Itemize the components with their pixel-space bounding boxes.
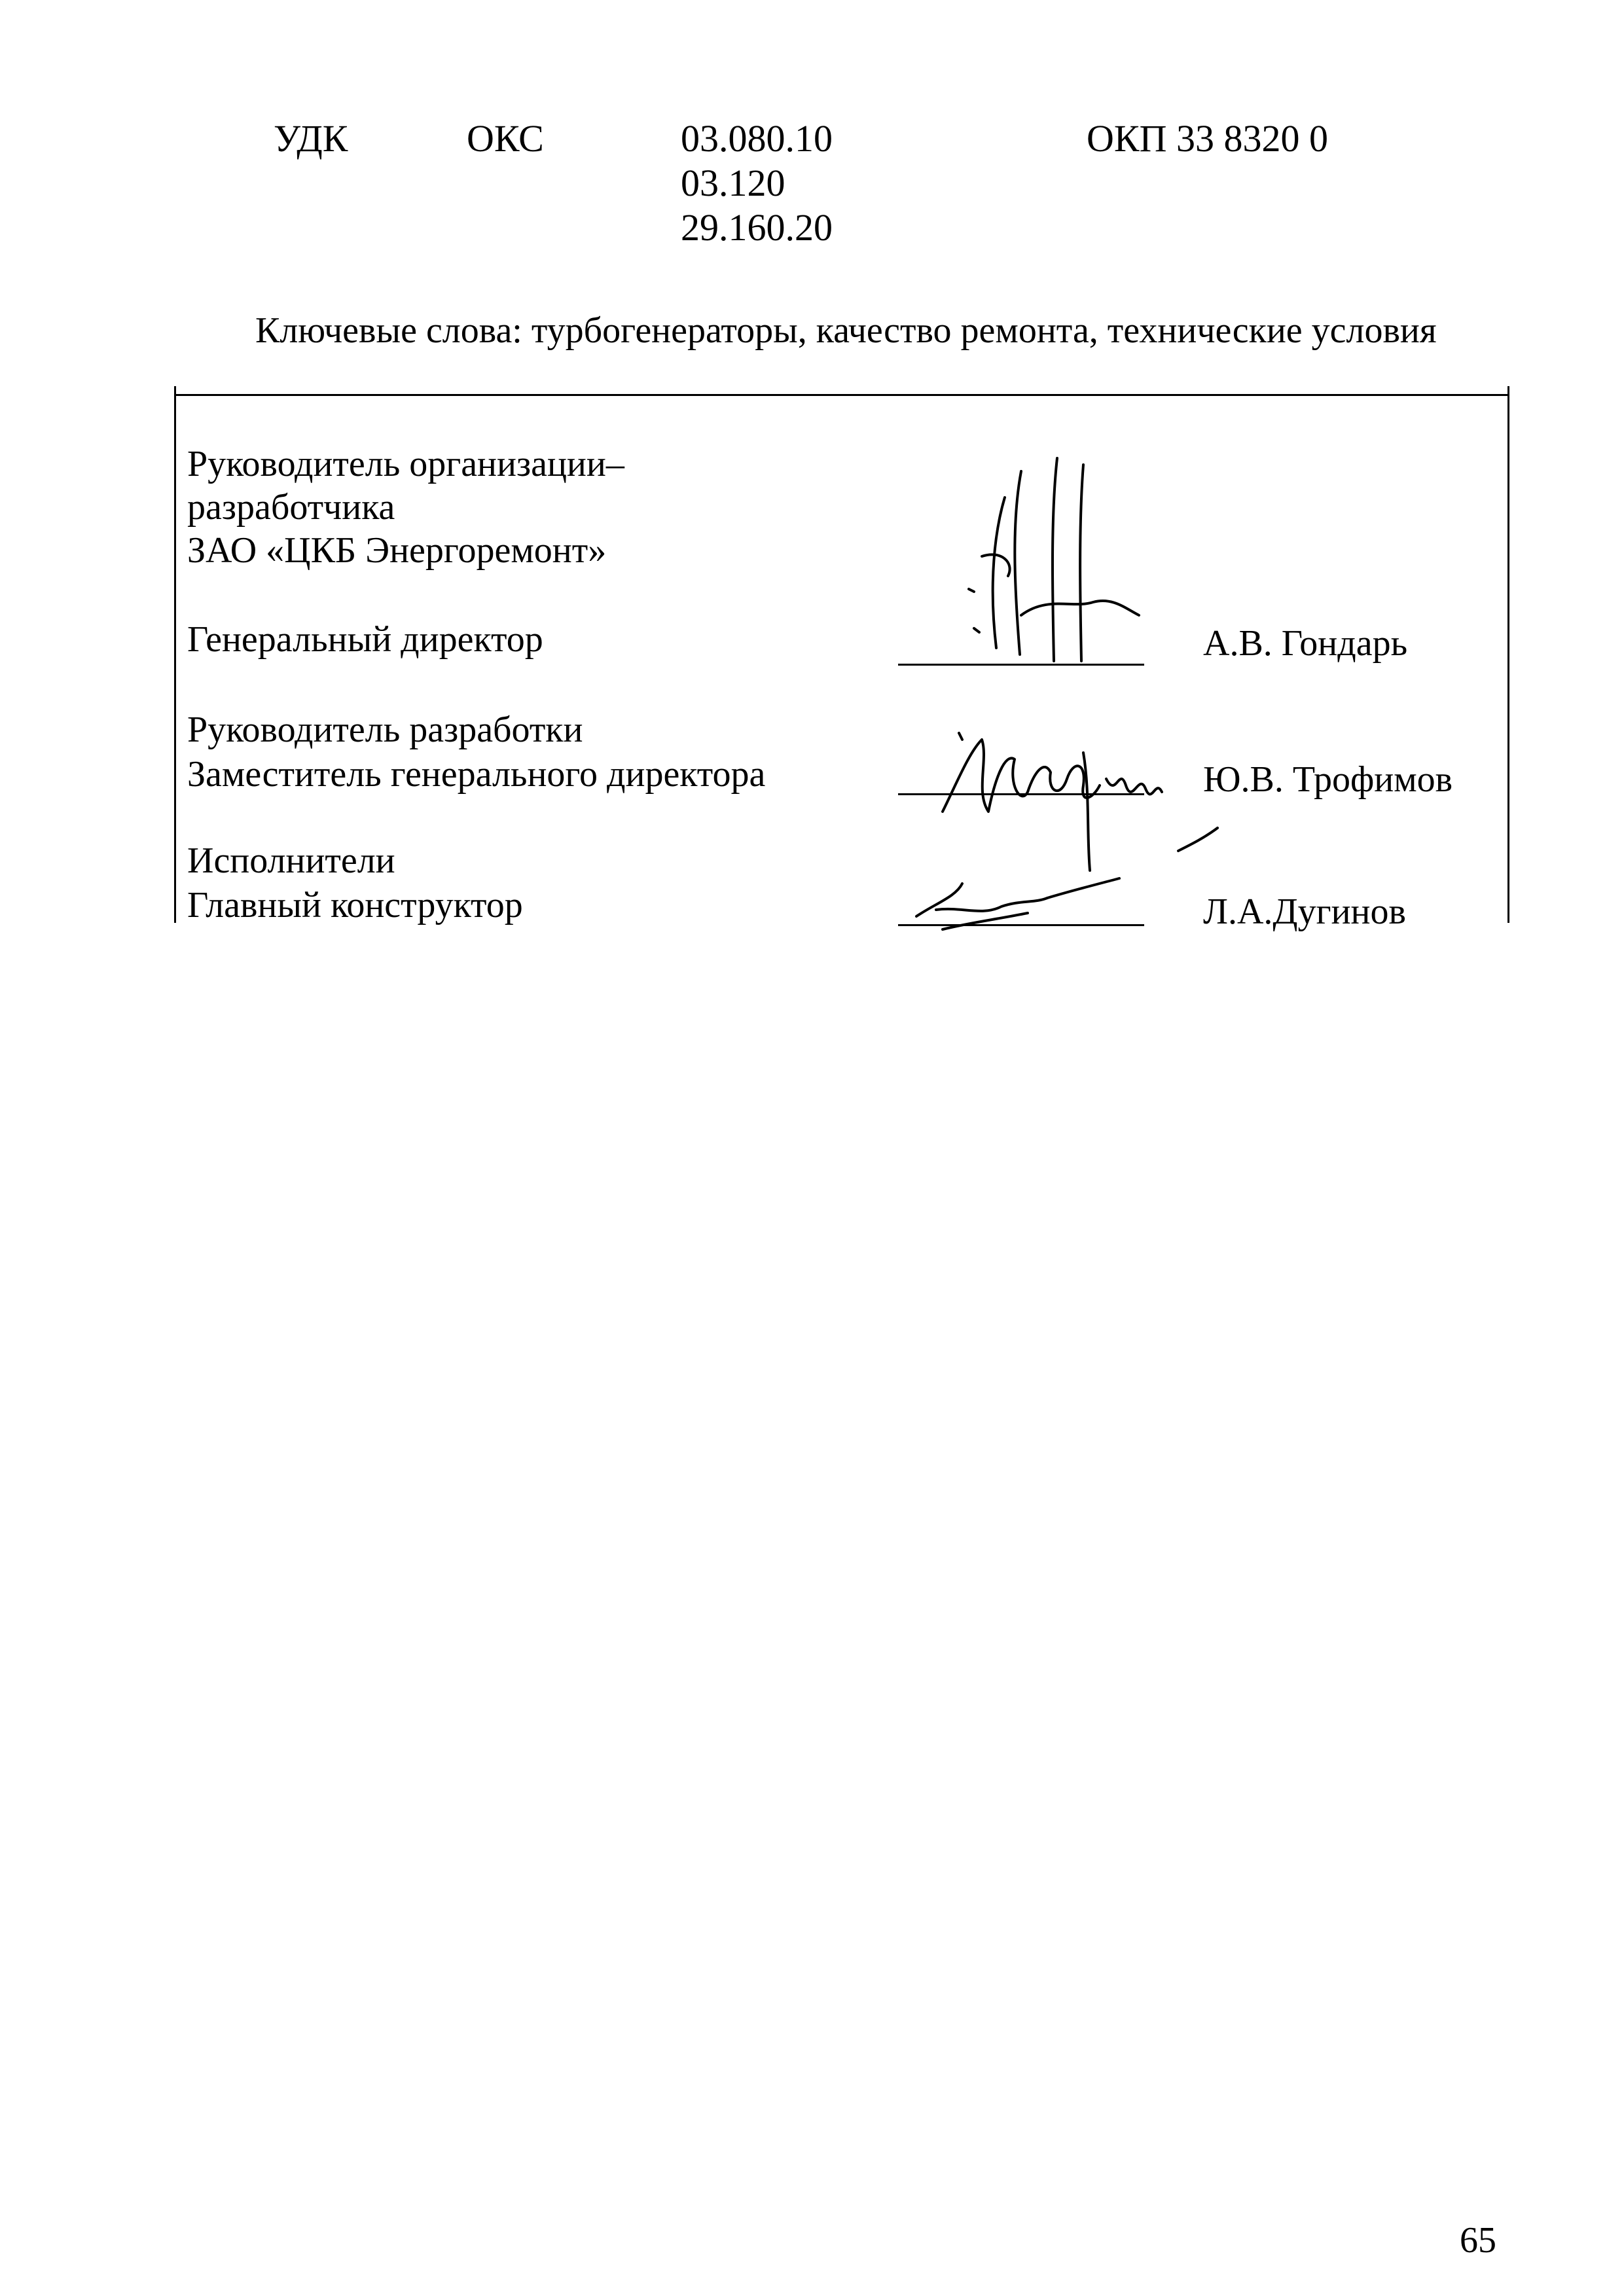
org-head-line-2: разработчика (187, 487, 395, 528)
director-signature (943, 452, 1152, 674)
dev-head-line-1: Руководитель разработки (187, 709, 583, 750)
director-signature-line (898, 664, 1144, 666)
dev-head-signature-line (898, 793, 1144, 795)
udk-label: УДК (274, 117, 348, 160)
director-name: А.В. Гондарь (1203, 623, 1408, 664)
dev-head-line-2: Заместитель генерального директора (187, 754, 766, 795)
chief-designer-signature (897, 870, 1132, 942)
frame-top-border (174, 394, 1509, 396)
performers-label: Исполнители (187, 840, 395, 881)
keywords-line: Ключевые слова: турбогенераторы, качество ремонта, технические условия (255, 310, 1437, 351)
frame-right-border (1507, 386, 1509, 923)
oks-label: ОКС (467, 117, 544, 160)
chief-designer-title: Главный конструктор (187, 885, 523, 925)
dev-head-signature (929, 713, 1231, 877)
okp-code: ОКП 33 8320 0 (1087, 117, 1328, 160)
frame-left-border (174, 386, 176, 923)
org-head-line-3: ЗАО «ЦКБ Энергоремонт» (187, 530, 607, 571)
chief-designer-name: Л.А.Дугинов (1203, 891, 1406, 932)
oks-code-2: 03.120 (681, 162, 785, 204)
director-title: Генеральный директор (187, 619, 543, 660)
oks-code-1: 03.080.10 (681, 117, 833, 160)
page-number: 65 (1460, 2220, 1496, 2261)
dev-head-name: Ю.В. Трофимов (1203, 759, 1453, 800)
org-head-line-1: Руководитель организации– (187, 444, 624, 484)
oks-code-3: 29.160.20 (681, 206, 833, 249)
chief-designer-signature-line (898, 924, 1144, 926)
